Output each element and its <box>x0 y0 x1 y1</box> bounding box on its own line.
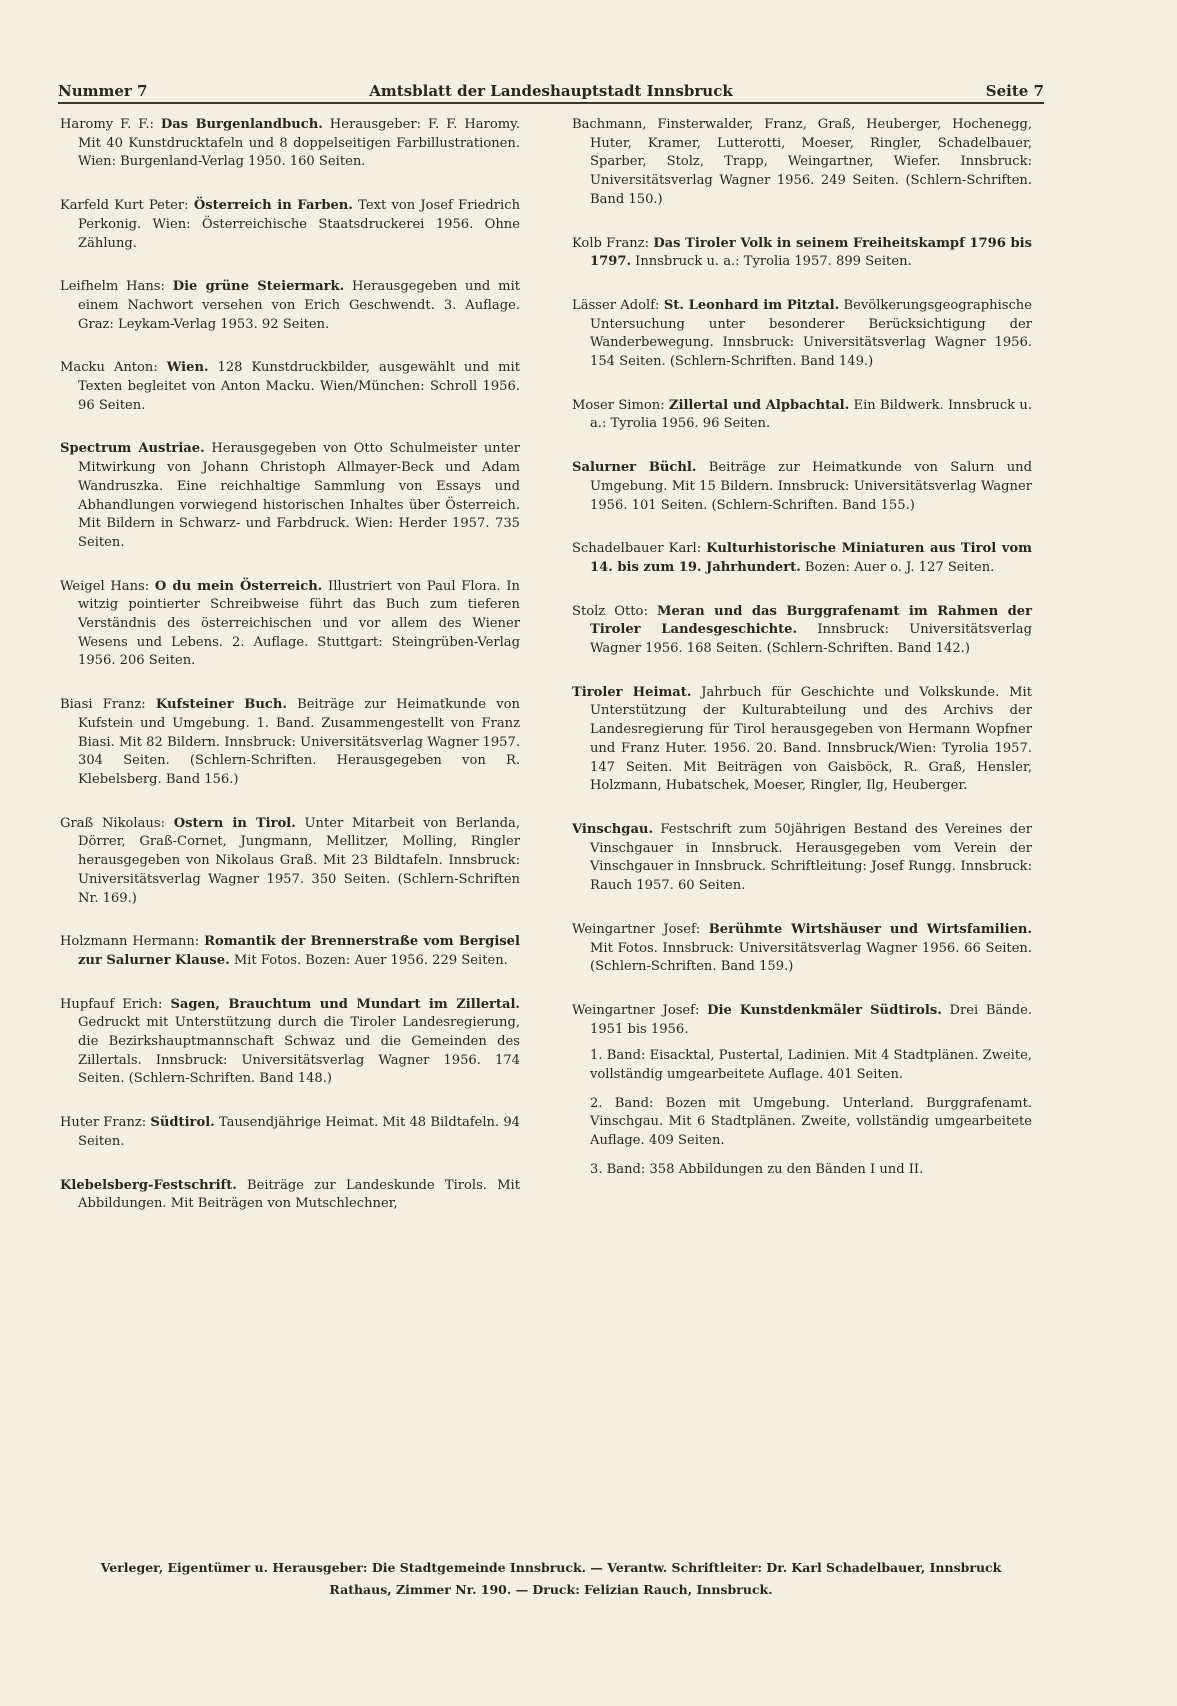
entry-details: Herausgeber: F. F. Haromy. Mit 40 Kunstdrucktafeln und 8 doppelseitigen Farbillustrationen. Wien: Burgenland-Verlag 1950. 160 Seiten. <box>78 117 520 170</box>
entry-author: Huter Franz: <box>60 1115 151 1131</box>
entry-author: Weingartner Josef: <box>572 1002 708 1018</box>
entry-title: Meran und das Burggrafenamt im Rahmen der Tiroler Landesgeschichte. <box>590 603 1033 638</box>
entry-author: Kolb Franz: <box>572 235 654 251</box>
entry-details: Festschrift zum 50jährigen Bestand des Vereines der Vinschgauer in Innsbruck. Herausgegeben vom Verein der Vinschgauer in Innsbruck. Schriftleitung: Josef Rungg. Innsbruck: Rauch 1957. 60 Seiten. <box>590 821 1032 894</box>
entry-details: Innsbruck u. a.: Tyrolia 1957. 899 Seiten. <box>631 254 912 270</box>
bibliography-entry <box>572 603 1032 659</box>
imprint <box>58 1557 1044 1601</box>
bibliography-entry <box>572 1002 1032 1039</box>
entry-author: Weigel Hans: <box>60 578 155 594</box>
bibliography-entry <box>572 116 1032 210</box>
entry-author: Karfeld Kurt Peter: <box>60 198 194 214</box>
bibliography-entry <box>60 815 520 909</box>
entry-author: Schadelbauer Karl: <box>572 541 707 557</box>
volume-entry: 1. Band: Eisacktal, Pustertal, Ladinien. Mit 4 Stadtplänen. Zweite, vollständig umgearbeitete Auflage. 401 Seiten. <box>590 1048 1032 1083</box>
bibliography-entry <box>60 1177 520 1214</box>
entry-author: Haromy F. F.: <box>60 117 161 132</box>
entry-title: Spectrum Austriae. <box>60 441 205 457</box>
entry-title: Wien. <box>166 360 209 376</box>
entry-author: Biasi Franz: <box>60 697 156 713</box>
entry-title: Salurner Büchl. <box>572 460 697 476</box>
entry-author: Stolz Otto: <box>572 603 657 619</box>
entry-details: Tausendjährige Heimat. Mit 48 Bildtafeln. 94 Seiten. <box>78 1115 520 1149</box>
issue-number: Nummer 7 <box>58 82 148 100</box>
entry-title: Vinschgau. <box>572 821 654 837</box>
entry-details: Jahrbuch für Geschichte und Volkskunde. Mit Unterstützung der Kulturabteilung und des Archivs der Landesregierung für Tirol herausgegeben von Hermann Wopfner und Franz Huter. 1956. 20. Band. Innsbruck/Wien: Tyrolia 1957. 147 Seiten. Mit Beiträgen von Gaisböck, R. Graß, Hensler, Holzmann, Hubatschek, Moeser, Ringler, Ilg, Heuberger. <box>590 684 1032 794</box>
entry-title: Zillertal und Alpbachtal. <box>668 397 850 413</box>
entry-title: Ostern in Tirol. <box>173 815 296 831</box>
entry-details: Innsbruck: Universitätsverlag Wagner 1956. 168 Seiten. (Schlern-Schriften. Band 142.) <box>590 622 1032 657</box>
bibliography-entry <box>572 235 1032 272</box>
volume-entry: 2. Band: Bozen mit Umgebung. Unterland. Burggrafenamt. Vinschgau. Mit 6 Stadtplänen. Zweite, vollständig umgearbeitete Auflage. 409 Seiten. <box>590 1095 1032 1149</box>
entry-title: St. Leonhard im Pitztal. <box>663 297 840 313</box>
entry-details: Herausgegeben von Otto Schulmeister unter Mitwirkung von Johann Christoph Allmayer-Beck und Adam Wandruszka. Eine reichhaltige Sammlung von Essays und Abhandlungen vorwiegend historischen Inhaltes über Österreich. Mit Bildern in Schwarz- und Farbdruck. Wien: Herder 1957. 735 Seiten. <box>78 441 520 550</box>
entry-title: Österreich in Farben. <box>193 198 353 214</box>
bibliography-entry <box>60 996 520 1090</box>
bibliography-entry <box>60 440 520 552</box>
entry-author: Graß Nikolaus: <box>60 815 174 831</box>
bibliography-entry <box>572 397 1032 434</box>
entry-details: Gedruckt mit Unterstützung durch die Tiroler Landesregierung, die Bezirkshauptmannschaft Schwaz und die Gemeinden des Zillertals. Innsbruck: Universitätsverlag Wagner 1956. 174 Seiten. (Schlern-Schriften. Band 148.) <box>78 1015 520 1087</box>
right-column <box>572 116 1032 1190</box>
entry-details: Ein Bildwerk. Innsbruck u. a.: Tyrolia 1956. 96 Seiten. <box>590 397 1032 432</box>
entry-title: Tiroler Heimat. <box>572 684 692 700</box>
bibliography-entry <box>572 540 1032 577</box>
bibliography-entry <box>60 359 520 415</box>
entry-details: Unter Mitarbeit von Berlanda, Dörrer, Graß-Cornet, Jungmann, Mellitzer, Molling, Ringler herausgegeben von Nikolaus Graß. Mit 23 Bildtafeln. Innsbruck: Universitätsverlag Wagner 1957. 350 Seiten. (Schlern-Schriften Nr. 169.) <box>78 815 520 906</box>
entry-title: Die grüne Steiermark. <box>172 279 345 295</box>
header-rule <box>58 102 1044 104</box>
bibliography-entry <box>572 297 1032 372</box>
entry-author: Hupfauf Erich: <box>60 996 171 1012</box>
bibliography-entry <box>572 684 1032 796</box>
bibliography-entry <box>60 1114 520 1151</box>
bibliography-entry <box>572 921 1032 977</box>
entry-details: Mit Fotos. Bozen: Auer 1956. 229 Seiten. <box>229 952 508 968</box>
entry-details: Beiträge zur Heimatkunde von Kufstein und Umgebung. 1. Band. Zusammengestellt von Franz Biasi. Mit 82 Bildern. Innsbruck: Universitätsverlag Wagner 1957. 304 Seiten. (Schlern-Schriften. Herausgegeben von R. Klebelsberg. Band 156.) <box>78 697 520 787</box>
entry-author: Weingartner Josef: <box>572 921 709 937</box>
entry-author: Leifhelm Hans: <box>60 279 173 295</box>
bibliography-entry <box>60 578 520 672</box>
entry-details: Herausgegeben und mit einem Nachwort versehen von Erich Geschwendt. 3. Auflage. Graz: Leykam-Verlag 1953. 92 Seiten. <box>78 279 520 332</box>
bibliography-entry <box>60 696 520 790</box>
entry-author: Moser Simon: <box>572 397 669 413</box>
entry-title: O du mein Österreich. <box>154 578 323 594</box>
entry-details: Text von Josef Friedrich Perkonig. Wien: Österreichische Staatsdruckerei 1956. Ohne Zählung. <box>78 198 520 251</box>
entry-title: Kufsteiner Buch. <box>155 697 287 713</box>
page-number: Seite 7 <box>985 82 1044 100</box>
entry-details: Bevölkerungsgeographische Untersuchung unter besonderer Berücksichtigung der Wanderbewegung. Innsbruck: Universitätsverlag Wagner 1956. 154 Seiten. (Schlern-Schriften. Band 149.) <box>590 297 1032 370</box>
bibliography-entry <box>572 459 1032 515</box>
entry-details: Illustriert von Paul Flora. In witzig pointierter Schreibweise führt das Buch zum tieferen Verständnis des österreichischen und vor allem des Wiener Wesens und Lebens. 2. Auflage. Stuttgart: Steingrüben-Verlag 1956. 206 Seiten. <box>78 578 520 669</box>
entry-title: Das Tiroler Volk in seinem Freiheitskampf 1796 bis 1797. <box>590 235 1032 270</box>
entry-title: Berühmte Wirtshäuser und Wirtsfamilien. <box>708 921 1033 937</box>
entry-details: Drei Bände. 1951 bis 1956. <box>590 1002 1032 1037</box>
page-header <box>58 78 1044 104</box>
bibliography-entry <box>572 821 1032 896</box>
entry-details: Bachmann, Finsterwalder, Franz, Graß, Heuberger, Hochenegg, Huter, Kramer, Lutterotti, Moeser, Ringler, Schadelbauer, Sparber, Stolz, Trapp, Weingartner, Wiefer. Innsbruck: Universitätsverlag Wagner 1956. 249 Seiten. (Schlern-Schriften. Band 150.) <box>572 117 1032 207</box>
bibliography-entry <box>60 197 520 253</box>
publication-title: Amtsblatt der Landeshauptstadt Innsbruck <box>369 82 733 100</box>
entry-details: Mit Fotos. Innsbruck: Universitätsverlag Wagner 1956. 66 Seiten. (Schlern-Schriften. Band 159.) <box>590 940 1032 975</box>
entry-title: Sagen, Brauchtum und Mundart im Zillertal. <box>170 996 520 1012</box>
entry-title: Romantik der Brennerstraße vom Bergisel zur Salurner Klause. <box>78 934 520 968</box>
entry-title: Klebelsberg-Festschrift. <box>60 1177 237 1193</box>
entry-title: Die Kunstdenkmäler Südtirols. <box>707 1002 942 1018</box>
entry-title: Südtirol. <box>150 1115 215 1131</box>
imprint-line-1: Verleger, Eigentümer u. Herausgeber: Die Stadtgemeinde Innsbruck. — Verantw. Schriftleiter: Dr. Karl Schadelbauer, Innsbruck <box>100 1560 1002 1575</box>
entry-details: Bozen: Auer o. J. 127 Seiten. <box>800 559 995 575</box>
entry-title: Das Burgenlandbuch. <box>160 117 323 132</box>
imprint-line-2: Rathaus, Zimmer Nr. 190. — Druck: Felizian Rauch, Innsbruck. <box>329 1582 773 1597</box>
entry-author: Lässer Adolf: <box>572 297 664 313</box>
entry-author: Holzmann Hermann: <box>60 934 205 950</box>
entry-title: Kulturhistorische Miniaturen aus Tirol vom 14. bis zum 19. Jahrhundert. <box>590 541 1032 575</box>
bibliography-entry <box>60 116 520 172</box>
bibliography-entry <box>60 278 520 334</box>
entry-author: Macku Anton: <box>60 360 167 376</box>
entry-details: 128 Kunstdruckbilder, ausgewählt und mit Texten begleitet von Anton Macku. Wien/München: Schroll 1956. 96 Seiten. <box>78 360 520 413</box>
bibliography-entry <box>60 933 520 970</box>
entry-details: Beiträge zur Landeskunde Tirols. Mit Abbildungen. Mit Beiträgen von Mutschlechner, <box>78 1177 520 1212</box>
entry-details: Beiträge zur Heimatkunde von Salurn und Umgebung. Mit 15 Bildern. Innsbruck: Universitätsverlag Wagner 1956. 101 Seiten. (Schlern-Schriften. Band 155.) <box>590 460 1032 513</box>
volume-entry: 3. Band: 358 Abbildungen zu den Bänden I und II. <box>590 1161 924 1177</box>
left-column <box>60 116 520 1239</box>
